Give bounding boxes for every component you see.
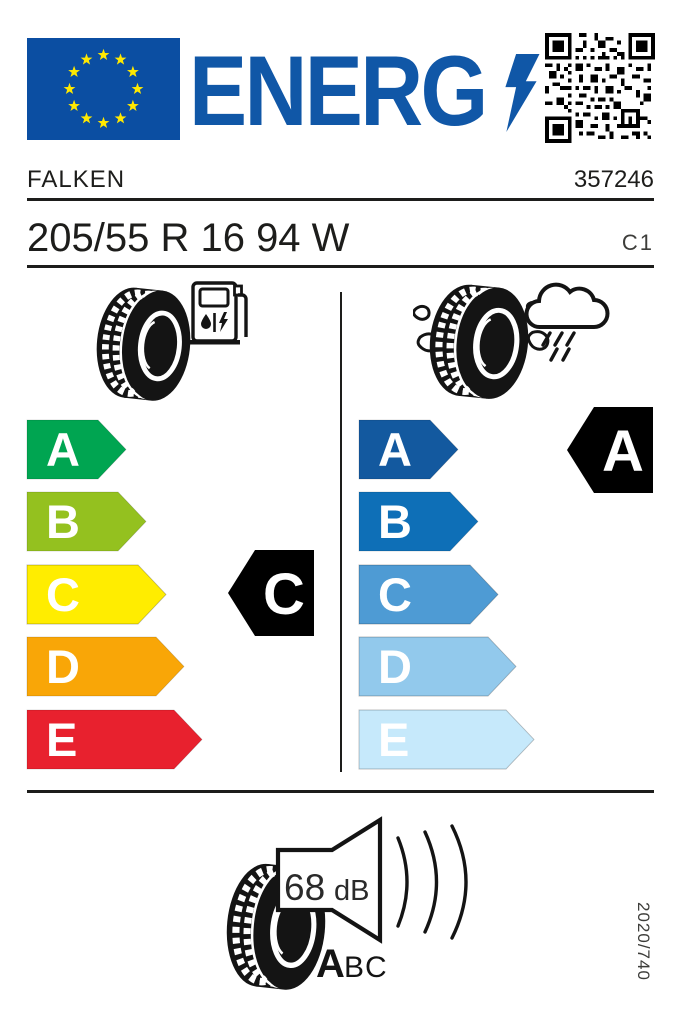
wet-grip-pictogram <box>413 274 613 414</box>
noise-value: 68 <box>284 867 326 908</box>
brand-name: FALKEN <box>27 166 126 193</box>
fuel-pump-icon <box>189 283 246 345</box>
lightning-bolt-icon <box>500 54 540 132</box>
svg-text:D: D <box>378 640 412 693</box>
svg-text:B: B <box>378 495 412 548</box>
fuel-grade-d-arrow <box>26 636 185 697</box>
noise-unit: dB <box>334 875 370 907</box>
regulation-number: 2020/740 <box>634 902 653 981</box>
fuel-efficiency-pictogram <box>88 276 258 408</box>
energy-logo-text: ENERG <box>189 35 486 146</box>
fuel-grade-c-arrow <box>26 564 167 625</box>
divider-top <box>27 198 654 201</box>
divider-size <box>27 265 654 268</box>
svg-text:C: C <box>378 568 412 621</box>
tire-size: 205/55 R 16 94 W <box>27 216 350 260</box>
noise-other-classes: BC <box>344 951 388 984</box>
tire-icon <box>424 281 534 402</box>
noise-pictogram <box>222 810 522 995</box>
fuel-efficiency-rating-indicator <box>227 549 315 637</box>
svg-text:D: D <box>46 640 80 693</box>
fuel-grade-e-arrow <box>26 709 203 770</box>
wet-grip-rating-indicator <box>566 406 654 494</box>
wet-grade-a-arrow <box>358 419 459 480</box>
svg-text:E: E <box>46 713 78 766</box>
svg-text:C: C <box>46 568 80 621</box>
fuel-grade-b-arrow <box>26 491 147 552</box>
wet-grade-e-arrow <box>358 709 535 770</box>
tire-class: C1 <box>621 230 654 255</box>
divider-vertical <box>340 292 342 772</box>
energy-logo <box>189 35 540 146</box>
svg-text:C: C <box>263 562 305 627</box>
eu-flag-icon <box>27 38 180 140</box>
svg-text:A: A <box>378 423 412 476</box>
noise-class: A <box>316 942 345 986</box>
svg-text:E: E <box>378 713 410 766</box>
sound-waves-icon <box>398 826 466 938</box>
article-number: 357246 <box>573 166 654 193</box>
wet-grade-d-arrow <box>358 636 517 697</box>
fuel-grade-a-arrow <box>26 419 127 480</box>
wet-grade-b-arrow <box>358 491 479 552</box>
svg-text:B: B <box>46 495 80 548</box>
svg-text:A: A <box>602 419 644 484</box>
svg-text:A: A <box>46 423 80 476</box>
tire-icon <box>91 284 195 404</box>
qr-code-icon <box>545 33 655 143</box>
wet-grade-c-arrow <box>358 564 499 625</box>
divider-bottom <box>27 790 654 793</box>
